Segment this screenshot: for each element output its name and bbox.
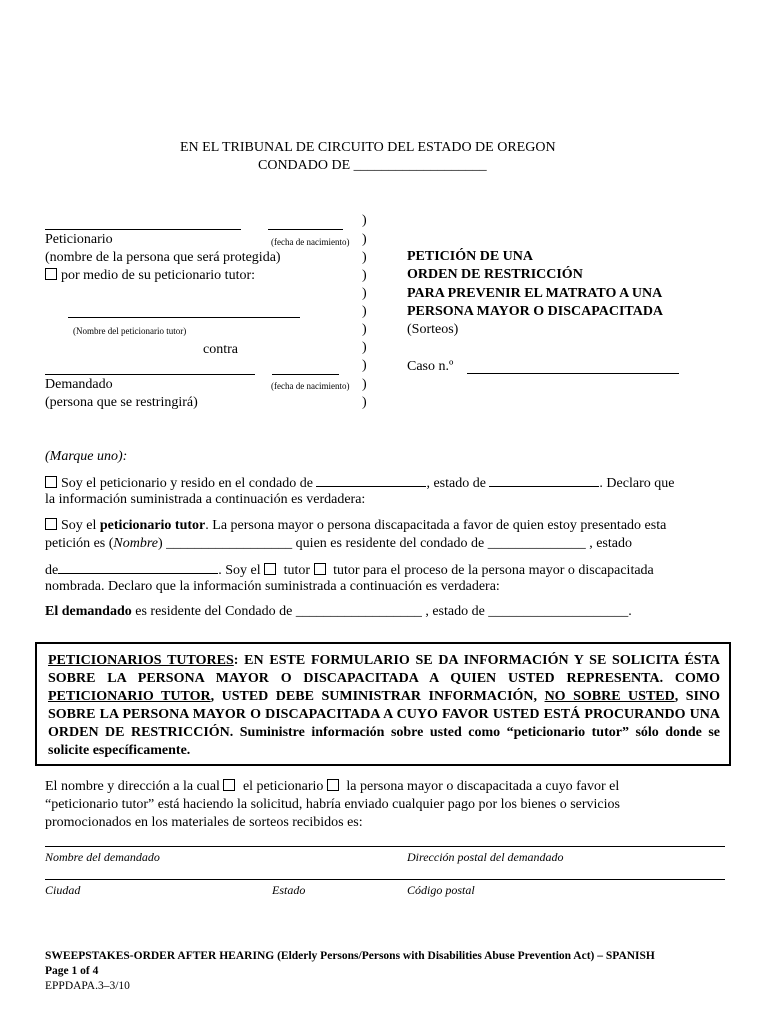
guardian-name-line[interactable] — [68, 317, 300, 318]
option-petitioner-text: Soy el peticionario y resido en el condado de — [61, 476, 313, 491]
protected-person-label: (nombre de la persona que será protegida) — [45, 250, 281, 265]
option-guardian-line2b: ) __________________ quien es residente del condado de ______________ , estado — [158, 536, 632, 551]
footer-page-number: Page 1 of 4 — [45, 965, 99, 977]
respondent-residence-bold: El demandado — [45, 604, 132, 619]
option-guardian-line3a: de — [45, 563, 59, 578]
option-petitioner-row — [45, 474, 674, 492]
guardian-state-field[interactable] — [58, 561, 218, 574]
petitioner-dob-line[interactable] — [268, 229, 343, 230]
caption-paren: ) — [362, 395, 367, 410]
warning-text2: , USTED DEBE SUMINISTRAR INFORMACIÓN, — [210, 689, 545, 704]
guardian-warning-text — [48, 652, 720, 760]
caption-paren: ) — [362, 213, 367, 228]
petition-title-line1: PETICIÓN DE UNA — [407, 249, 534, 264]
via-guardian-row — [45, 268, 255, 284]
check-one-label: (Marque uno): — [45, 449, 128, 464]
option-petitioner-checkbox[interactable] — [45, 476, 57, 488]
payment-line1 — [45, 779, 619, 795]
guardian-proceeding-checkbox[interactable] — [314, 563, 326, 575]
court-heading: EN EL TRIBUNAL DE CIRCUITO DEL ESTADO DE OREGON — [180, 140, 556, 155]
option-guardian-line3 — [45, 561, 654, 579]
option-petitioner-state-label: , estado de — [426, 476, 486, 491]
option-guardian-line3d: tutor para el proceso de la persona mayor o discapacitada — [329, 563, 654, 578]
via-guardian-checkbox[interactable] — [45, 268, 57, 280]
option-guardian-checkbox[interactable] — [45, 518, 57, 530]
payment-line3: promocionados en los materiales de sorteos recibidos es: — [45, 815, 363, 830]
city-state-zip-line[interactable] — [45, 879, 725, 880]
guardian-name-label: (Nombre del peticionario tutor) — [73, 326, 187, 336]
payment-line2: “peticionario tutor” está haciendo la solicitud, habría enviado cualquier pago por los bienes o servicios — [45, 797, 620, 812]
caption-paren: ) — [362, 358, 367, 373]
caption-paren: ) — [362, 322, 367, 337]
option-guardian-line2a: petición es ( — [45, 536, 114, 551]
caption-paren: ) — [362, 286, 367, 301]
guardian-type-checkbox[interactable] — [264, 563, 276, 575]
payment-line1b: el peticionario — [239, 779, 327, 794]
restrained-person-label: (persona que se restringirá) — [45, 395, 198, 410]
footer-form-title: SWEEPSTAKES-ORDER AFTER HEARING (Elderly Persons/Persons with Disabilities Abuse Prevention Act) – SPANISH — [45, 950, 655, 962]
via-guardian-label: por medio de su peticionario tutor: — [61, 268, 256, 283]
warning-underline-not-you: NO SOBRE USTED — [544, 689, 675, 704]
county-heading: CONDADO DE ___________________ — [258, 158, 487, 173]
caption-paren: ) — [362, 232, 367, 247]
state-field-label: Estado — [272, 883, 306, 897]
petitioner-state-field[interactable] — [489, 474, 599, 487]
zip-field-label: Código postal — [407, 883, 475, 897]
respondent-label: Demandado — [45, 377, 113, 392]
footer-form-code: EPPDAPA.3–3/10 — [45, 980, 130, 992]
case-number-line[interactable] — [467, 373, 679, 374]
petitioner-dob-label: (fecha de nacimiento) — [271, 237, 350, 247]
caption-paren: ) — [362, 377, 367, 392]
versus-label: contra — [203, 342, 238, 357]
payment-protected-checkbox[interactable] — [327, 779, 339, 791]
caption-paren: ) — [362, 250, 367, 265]
respondent-name-address-line[interactable] — [45, 846, 725, 847]
option-guardian-line3b: . Soy el — [218, 563, 265, 578]
caption-paren: ) — [362, 268, 367, 283]
respondent-residence-row — [45, 604, 632, 620]
case-number-label: Caso n.º — [407, 359, 454, 374]
option-guardian-line3c: tutor — [280, 563, 314, 578]
option-guardian-bold: peticionario tutor — [99, 518, 206, 533]
respondent-name-field-label: Nombre del demandado — [45, 850, 160, 864]
payment-petitioner-checkbox[interactable] — [223, 779, 235, 791]
city-field-label: Ciudad — [45, 883, 81, 897]
option-guardian-line2 — [45, 536, 632, 552]
option-guardian-line4: nombrada. Declaro que la información suministrada a continuación es verdadera: — [45, 579, 500, 594]
warning-underline-guardian: PETICIONARIO TUTOR — [48, 689, 211, 704]
respondent-dob-line[interactable] — [272, 374, 339, 375]
warning-text3: , SINO SOBRE LA PERSONA MAYOR O DISCAPACITADA A CUYO FAVOR USTED ESTÁ PROCURANDO UNA ORDEN DE RESTRICCIÓN. Suministre información sobre usted como “peticionario tutor” sólo donde se solicite específicamente. — [48, 689, 721, 758]
option-petitioner-line2: la información suministrada a continuación es verdadera: — [45, 492, 366, 507]
payment-line1a: El nombre y dirección a la cual — [45, 779, 224, 794]
caption-paren: ) — [362, 340, 367, 355]
caption-paren: ) — [362, 304, 367, 319]
respondent-residence-text: es residente del Condado de __________________ , estado de ____________________. — [131, 604, 632, 619]
warning-lead: PETICIONARIOS TUTORES — [48, 653, 234, 668]
petition-title-line4: PERSONA MAYOR O DISCAPACITADA — [407, 304, 664, 319]
warning-text1: : EN ESTE FORMULARIO SE DA INFORMACIÓN Y SE SOLICITA ÉSTA SOBRE LA PERSONA MAYOR O DISCAPACITADA A QUIEN USTED REPRESENTA. COMO — [48, 653, 720, 686]
petition-title-line5: (Sorteos) — [407, 322, 459, 337]
payment-line1c: la persona mayor o discapacitada a cuyo favor el — [342, 779, 620, 794]
petition-title-line2: ORDEN DE RESTRICCIÓN — [407, 267, 583, 282]
option-petitioner-declare: . Declaro que — [599, 476, 675, 491]
respondent-dob-label: (fecha de nacimiento) — [271, 381, 350, 391]
option-guardian-text: Soy el — [61, 518, 100, 533]
petitioner-county-field[interactable] — [316, 474, 426, 487]
petitioner-name-line[interactable] — [45, 229, 241, 230]
respondent-name-line[interactable] — [45, 374, 255, 375]
option-guardian-row — [45, 518, 666, 534]
option-guardian-name-italic: Nombre — [113, 536, 159, 551]
petitioner-label: Peticionario — [45, 232, 113, 247]
mailing-address-field-label: Dirección postal del demandado — [407, 850, 564, 864]
guardian-warning-box — [35, 642, 731, 766]
option-guardian-text2: . La persona mayor o persona discapacitada a favor de quien estoy presentado esta — [205, 518, 667, 533]
petition-title-line3: PARA PREVENIR EL MATRATO A UNA — [407, 286, 663, 301]
